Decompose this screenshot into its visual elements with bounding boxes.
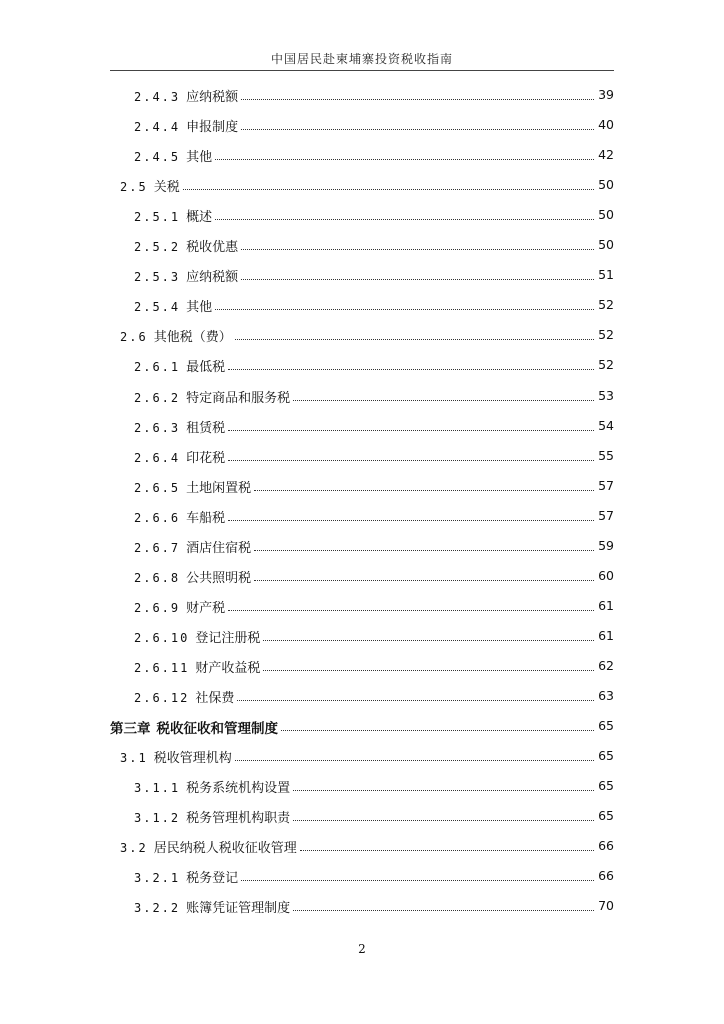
dot-leader xyxy=(241,880,594,881)
toc-entry[interactable] xyxy=(0,865,724,887)
toc-entry-number: 2.6.11 xyxy=(134,660,190,675)
toc-entry-page: 61 xyxy=(598,627,614,643)
toc-entry-number: 3.1 xyxy=(120,751,148,766)
toc-entry-label xyxy=(134,897,291,916)
toc-entry-page: 54 xyxy=(598,417,614,433)
toc-entry-number: 2.6.2 xyxy=(134,390,181,405)
toc-entry-label xyxy=(134,236,239,255)
toc-entry-number: 2.4.5 xyxy=(134,150,181,165)
toc-entry-label xyxy=(134,657,261,676)
dot-leader xyxy=(281,730,594,731)
toc-entry-title: 应纳税额 xyxy=(186,90,239,105)
toc-entry-page: 65 xyxy=(598,778,614,794)
toc-entry-number: 2.6.9 xyxy=(134,600,181,615)
running-header: 中国居民赴柬埔寨投资税收指南 xyxy=(270,52,453,66)
toc-entry-number: 2.6.12 xyxy=(134,691,190,705)
toc-entry-label xyxy=(134,266,239,285)
toc-entry-number: 2.5.3 xyxy=(134,270,181,285)
dot-leader xyxy=(263,640,594,641)
toc-entry-page: 52 xyxy=(598,357,614,373)
toc-entry-page: 65 xyxy=(598,808,614,824)
toc-entry-title: 其他 xyxy=(186,300,213,316)
toc-entry[interactable] xyxy=(0,565,724,587)
toc-entry-label xyxy=(120,837,298,856)
toc-entry-number: 2.5.2 xyxy=(134,240,181,255)
toc-entry-page: 59 xyxy=(598,537,614,553)
toc-entry-title: 申报制度 xyxy=(186,120,239,136)
toc-entry[interactable] xyxy=(0,775,724,797)
toc-entry-number: 2.6.4 xyxy=(134,450,181,465)
toc-entry-title: 税务登记 xyxy=(186,871,239,887)
toc-entry-page: 53 xyxy=(598,387,614,403)
toc-entry-page: 42 xyxy=(598,147,614,163)
toc-entry-number: 2.6.5 xyxy=(134,480,181,495)
dot-leader xyxy=(215,219,594,220)
toc-entry[interactable] xyxy=(0,385,724,407)
toc-entry[interactable] xyxy=(0,354,724,376)
dot-leader xyxy=(293,910,594,911)
toc-entry-label xyxy=(110,717,279,737)
dot-leader xyxy=(254,550,594,551)
toc-entry[interactable] xyxy=(0,445,724,467)
toc-entry[interactable] xyxy=(0,294,724,316)
toc-entry-title: 税收征收和管理制度 xyxy=(156,721,278,738)
toc-entry-title: 税收优惠 xyxy=(186,240,239,256)
toc-entry-page: 55 xyxy=(598,447,614,463)
toc-entry-title: 居民纳税人税收征收管理 xyxy=(153,841,297,857)
toc-entry-number: 2.6.8 xyxy=(134,570,181,585)
dot-leader xyxy=(263,670,594,671)
toc-entry-label xyxy=(134,356,226,375)
dot-leader xyxy=(235,760,594,761)
toc-entry-page: 70 xyxy=(598,898,614,914)
toc-entry-label xyxy=(134,86,239,105)
toc-entry[interactable] xyxy=(0,204,724,226)
toc-entry-title: 税务系统机构设置 xyxy=(186,781,291,797)
toc-entry-number: 3.2.1 xyxy=(134,871,181,886)
toc-entry-page: 66 xyxy=(598,868,614,884)
toc-entry-title: 应纳税额 xyxy=(186,270,239,286)
toc-entry-page: 57 xyxy=(598,477,614,493)
toc-entry-title: 税收管理机构 xyxy=(153,751,232,767)
toc-entry-title: 社保费 xyxy=(195,691,235,706)
dot-leader xyxy=(183,189,594,190)
toc-entry-title: 财产税 xyxy=(186,600,226,616)
toc-entry-page: 57 xyxy=(598,507,614,523)
toc-entry-title: 其他 xyxy=(186,150,213,166)
toc-entry-page: 39 xyxy=(598,87,614,102)
toc-entry-label xyxy=(134,507,226,526)
toc-entry-page: 65 xyxy=(598,718,614,734)
toc-entry-page: 60 xyxy=(598,567,614,583)
toc-entry-page: 50 xyxy=(598,177,614,193)
toc-entry-page: 52 xyxy=(598,297,614,313)
dot-leader xyxy=(293,790,594,791)
dot-leader xyxy=(228,369,594,370)
toc-entry-number: 2.5 xyxy=(120,180,148,195)
toc-entry[interactable] xyxy=(0,805,724,827)
toc-entry[interactable] xyxy=(0,174,724,196)
toc-entry-title: 账簿凭证管理制度 xyxy=(186,901,291,917)
page-number: 2 xyxy=(358,942,366,956)
dot-leader xyxy=(215,159,594,160)
toc-entry-page: 40 xyxy=(598,117,614,133)
dot-leader xyxy=(254,580,594,581)
dot-leader xyxy=(228,460,594,461)
toc-entry-number: 2.4.3 xyxy=(134,90,181,104)
toc-entry-number: 3.2.2 xyxy=(134,901,181,916)
toc-entry-title: 租赁税 xyxy=(186,420,226,436)
toc-entry-number: 2.6.1 xyxy=(134,360,181,375)
toc-entry-label xyxy=(134,537,252,556)
toc-entry-title: 其他税（费） xyxy=(153,330,232,346)
toc-entry-number: 2.6.7 xyxy=(134,540,181,555)
toc-entry-page: 50 xyxy=(598,237,614,253)
toc-entry[interactable] xyxy=(0,324,724,346)
toc-entry-label xyxy=(120,326,233,345)
toc-entry[interactable] xyxy=(0,475,724,497)
toc-entry-number: 2.6 xyxy=(120,330,148,345)
toc-entry-page: 62 xyxy=(598,657,614,673)
toc-entry[interactable] xyxy=(0,264,724,286)
toc-entry-label xyxy=(134,687,235,706)
toc-entry[interactable] xyxy=(0,505,724,527)
dot-leader xyxy=(228,610,594,611)
toc-entry[interactable] xyxy=(0,835,724,857)
toc-entry-page: 66 xyxy=(598,838,614,854)
toc-entry-page: 65 xyxy=(598,748,614,764)
toc-entry-label xyxy=(134,387,291,406)
toc-entry-label xyxy=(120,747,233,766)
toc-entry-title: 公共照明税 xyxy=(186,570,252,586)
header-divider xyxy=(110,70,614,71)
dot-leader xyxy=(300,850,594,851)
toc-entry-label xyxy=(134,146,213,165)
dot-leader xyxy=(215,309,594,310)
toc-entry[interactable] xyxy=(0,745,724,767)
toc-entry[interactable] xyxy=(0,535,724,557)
toc-entry-title: 特定商品和服务税 xyxy=(186,390,291,406)
toc-entry-label xyxy=(134,477,252,496)
toc-entry-page: 63 xyxy=(598,688,614,703)
toc-entry[interactable] xyxy=(0,234,724,256)
dot-leader xyxy=(254,490,594,491)
toc-entry-label xyxy=(134,567,252,586)
toc-entry[interactable] xyxy=(0,144,724,166)
toc-entry-label xyxy=(134,807,291,826)
toc-entry[interactable] xyxy=(0,685,724,707)
dot-leader xyxy=(241,99,594,100)
dot-leader xyxy=(228,430,594,431)
toc-entry-title: 印花税 xyxy=(186,450,226,466)
toc-entry-title: 登记注册税 xyxy=(195,630,261,646)
toc-entry-label xyxy=(120,176,181,195)
toc-entry[interactable] xyxy=(0,655,724,677)
toc-entry-number: 2.6.3 xyxy=(134,420,181,435)
toc-entry-page: 50 xyxy=(598,207,614,223)
toc-entry-number: 2.6.6 xyxy=(134,510,181,525)
toc-entry-title: 关税 xyxy=(153,180,180,196)
toc-entry-title: 最低税 xyxy=(186,360,226,376)
toc-entry[interactable] xyxy=(0,895,724,917)
toc-entry[interactable] xyxy=(0,595,724,617)
toc-entry-number: 2.6.10 xyxy=(134,630,190,645)
dot-leader xyxy=(241,249,594,250)
toc-entry-page: 52 xyxy=(598,327,614,343)
toc-entry-title: 车船税 xyxy=(186,510,226,526)
toc-entry-label xyxy=(134,447,226,466)
toc-entry-title: 酒店住宿税 xyxy=(186,540,252,556)
toc-entry-number: 第三章 xyxy=(110,721,151,738)
dot-leader xyxy=(241,129,594,130)
toc-entry-label xyxy=(134,116,239,135)
toc-entry-page: 61 xyxy=(598,597,614,613)
toc-entry-label xyxy=(134,296,213,315)
dot-leader xyxy=(228,520,594,521)
toc-entry-number: 2.5.4 xyxy=(134,300,181,315)
dot-leader xyxy=(293,400,594,401)
toc-entry-page: 51 xyxy=(598,267,614,283)
toc-entry-label xyxy=(134,206,213,225)
toc-entry-number: 3.1.1 xyxy=(134,781,181,796)
toc-entry-label xyxy=(134,417,226,436)
toc-entry-label xyxy=(134,867,239,886)
toc-entry-title: 财产收益税 xyxy=(195,660,261,676)
toc-entry[interactable] xyxy=(0,415,724,437)
toc-entry-title: 土地闲置税 xyxy=(186,480,252,496)
toc-entry-label xyxy=(134,627,261,646)
toc-entry-label xyxy=(134,597,226,616)
dot-leader xyxy=(293,820,594,821)
dot-leader xyxy=(235,339,594,340)
toc-entry-number: 2.5.1 xyxy=(134,210,181,225)
toc-entry[interactable] xyxy=(0,715,724,737)
toc-entry-number: 2.4.4 xyxy=(134,120,181,135)
toc-entry[interactable] xyxy=(0,114,724,136)
toc-entry-title: 税务管理机构职责 xyxy=(186,811,291,827)
toc-entry[interactable] xyxy=(0,625,724,647)
toc-entry-title: 概述 xyxy=(186,210,213,226)
toc-entry-number: 3.2 xyxy=(120,841,148,856)
toc-entry[interactable] xyxy=(0,84,724,106)
dot-leader xyxy=(237,700,594,701)
toc-entry-number: 3.1.2 xyxy=(134,811,181,826)
toc-entry-label xyxy=(134,777,291,796)
dot-leader xyxy=(241,279,594,280)
